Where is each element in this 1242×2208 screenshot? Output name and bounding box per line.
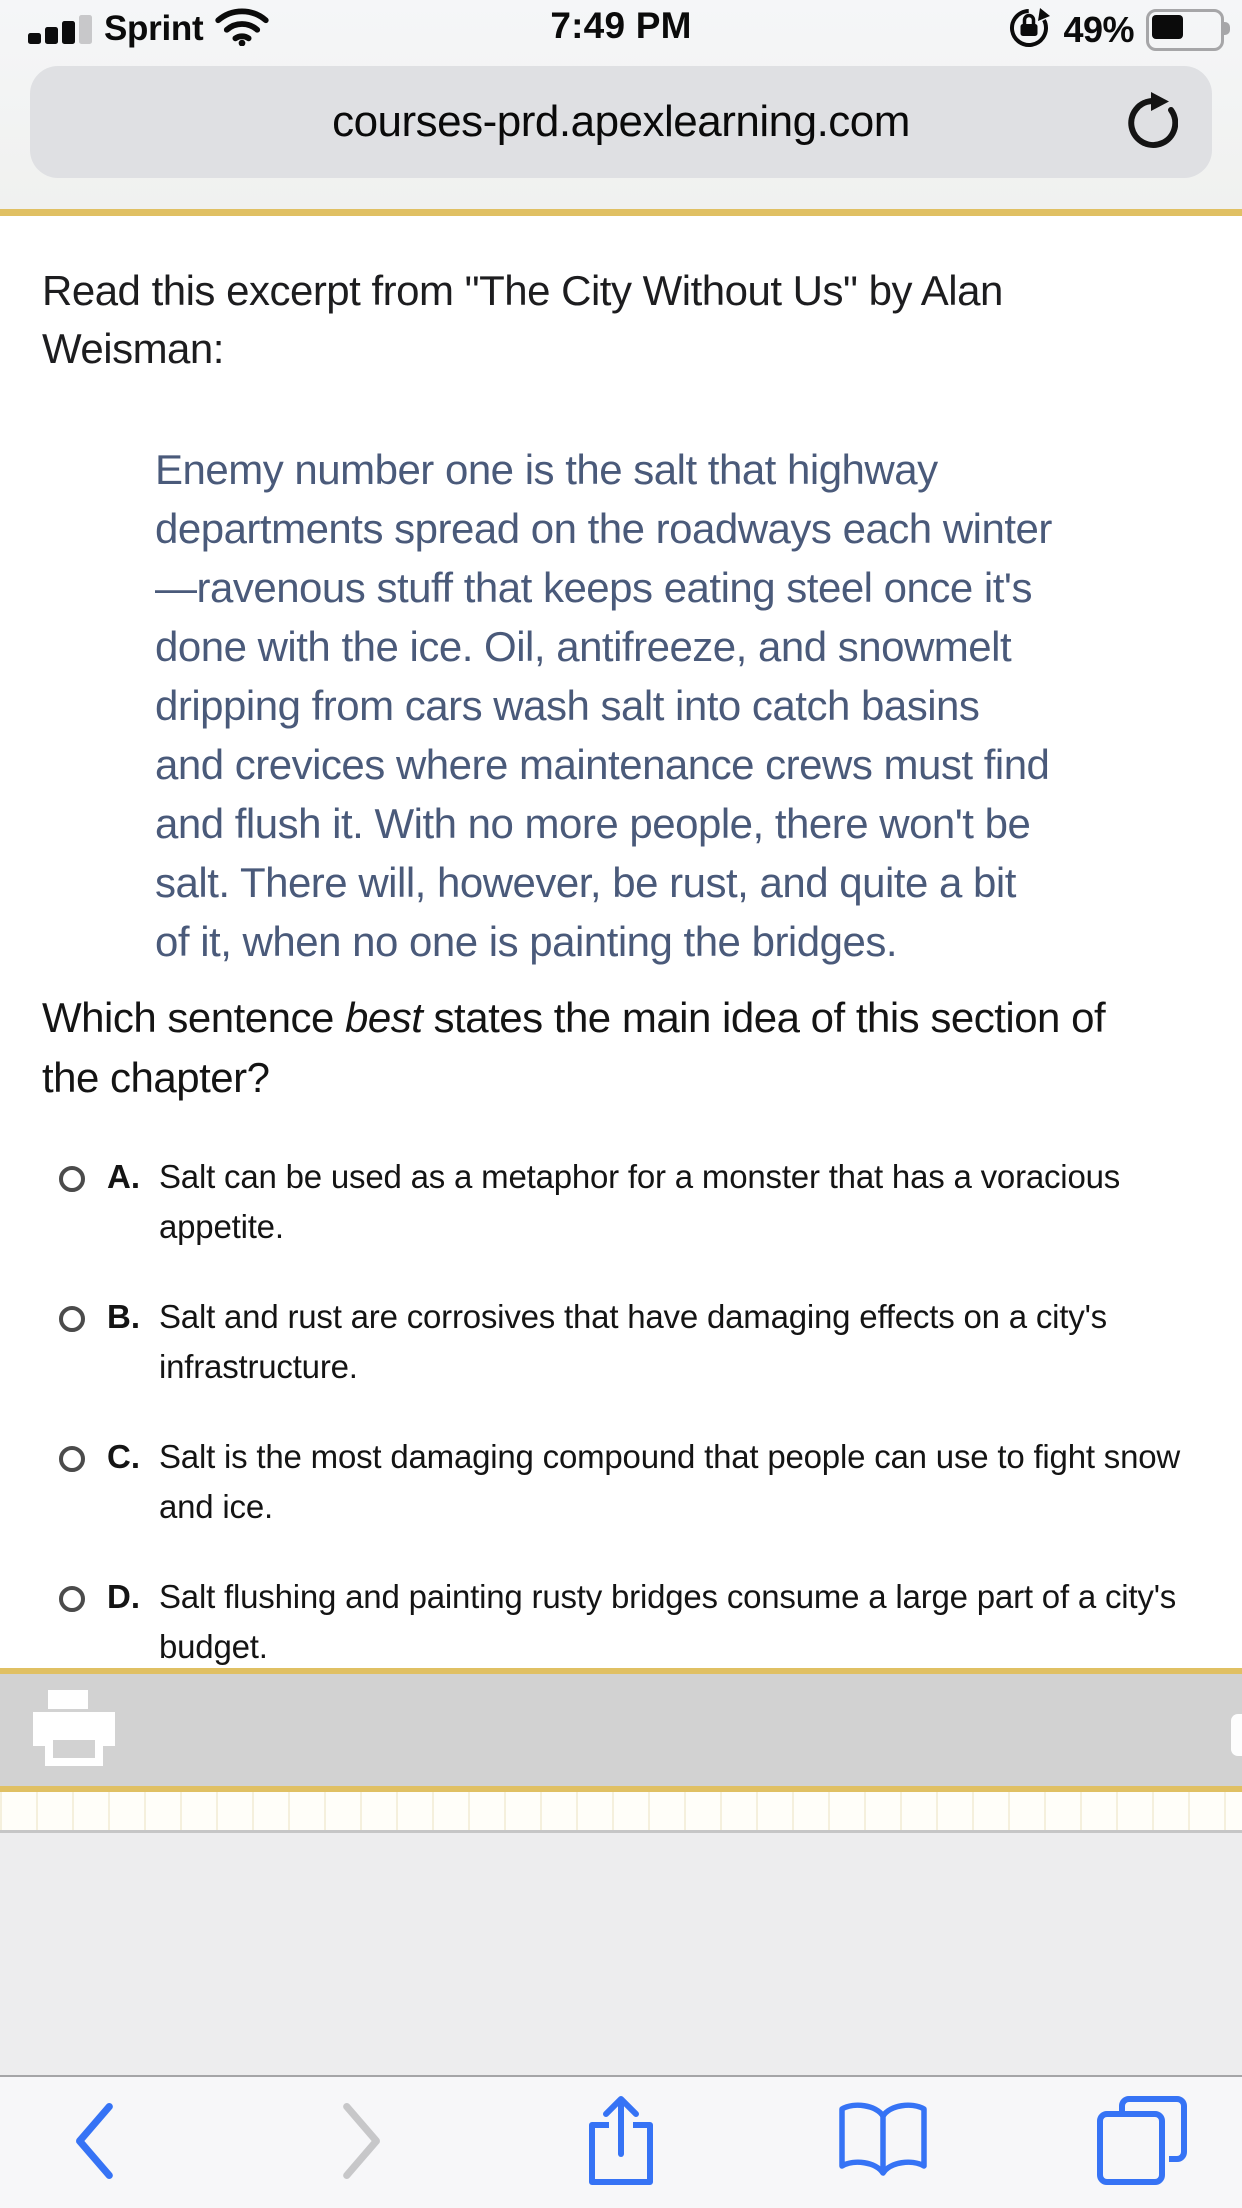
status-bar — [0, 0, 1242, 56]
question-text — [42, 988, 1105, 1108]
carrier-label: Sprint — [104, 8, 204, 48]
question-emphasis: best — [345, 994, 423, 1041]
tabs-icon — [1096, 2096, 1188, 2189]
rotation-lock-icon — [1007, 5, 1051, 54]
radio-button-a[interactable] — [59, 1166, 85, 1192]
print-button[interactable] — [33, 1690, 115, 1768]
excerpt-line: done with the ice. Oil, antifreeze, and snowmelt — [155, 623, 1012, 670]
safari-toolbar — [0, 2075, 1242, 2208]
option-text-b: Salt and rust are corrosives that have damaging effects on a city's infrastructure. — [159, 1298, 1107, 1385]
excerpt-text — [155, 440, 1052, 971]
option-letter-d: D. — [107, 1578, 140, 1615]
forward-button[interactable] — [318, 2077, 408, 2208]
answer-option-b[interactable] — [59, 1292, 1107, 1392]
radio-button-c[interactable] — [59, 1446, 85, 1472]
answer-option-d[interactable] — [59, 1572, 1176, 1672]
bookmarks-button[interactable] — [830, 2077, 936, 2208]
instruction-text — [42, 262, 1003, 378]
excerpt-line: and flush it. With no more people, there won't be — [155, 800, 1031, 847]
option-letter-b: B. — [107, 1298, 140, 1335]
share-button[interactable] — [575, 2077, 667, 2208]
excerpt-line: and crevices where maintenance crews must find — [155, 741, 1050, 788]
share-icon — [585, 2094, 657, 2191]
excerpt-line: Enemy number one is the salt that highway — [155, 446, 938, 493]
option-text-d: Salt flushing and painting rusty bridges consume a large part of a city's budget. — [159, 1578, 1177, 1665]
answer-option-a[interactable] — [59, 1152, 1120, 1252]
answer-option-c[interactable] — [59, 1432, 1180, 1532]
excerpt-line: salt. There will, however, be rust, and quite a bit — [155, 859, 1016, 906]
safari-top-chrome — [0, 0, 1242, 209]
back-button[interactable] — [48, 2077, 138, 2208]
clock-label: 7:49 PM — [550, 5, 692, 46]
tabs-button[interactable] — [1092, 2077, 1192, 2208]
print-toolbar — [0, 1668, 1242, 1792]
url-text: courses-prd.apexlearning.com — [332, 97, 910, 146]
option-text-a: Salt can be used as a metaphor for a monster that has a voracious appetite. — [159, 1158, 1121, 1245]
question-line: the chapter? — [42, 1054, 270, 1101]
excerpt-line: departments spread on the roadways each winter — [155, 505, 1052, 552]
viewport-background — [0, 1833, 1242, 2075]
battery-icon — [1146, 9, 1224, 51]
printer-icon — [33, 1756, 115, 1771]
instruction-line: Read this excerpt from "The City Without Us" by Alan — [42, 267, 1003, 314]
radio-button-d[interactable] — [59, 1586, 85, 1612]
excerpt-line: —ravenous stuff that keeps eating steel once it's — [155, 564, 1032, 611]
page-bottom-strip — [0, 1792, 1242, 1830]
quiz-content — [0, 216, 1242, 1668]
option-letter-c: C. — [107, 1438, 140, 1475]
back-icon — [71, 2099, 115, 2186]
scroll-indicator — [1231, 1714, 1242, 1756]
reload-icon[interactable] — [1122, 92, 1178, 157]
question-line: Which sentence best states the main idea of this section of — [42, 994, 1106, 1041]
content-frame-top-border — [0, 209, 1242, 216]
forward-icon — [341, 2099, 385, 2186]
battery-percent-label: 49% — [1063, 8, 1134, 50]
excerpt-line: of it, when no one is painting the bridges. — [155, 918, 898, 965]
radio-button-b[interactable] — [59, 1306, 85, 1332]
address-bar[interactable] — [30, 66, 1212, 178]
option-letter-a: A. — [107, 1158, 140, 1195]
bookmarks-icon — [835, 2100, 931, 2185]
excerpt-line: dripping from cars wash salt into catch basins — [155, 682, 980, 729]
status-bar-right — [1007, 5, 1224, 54]
option-text-c: Salt is the most damaging compound that people can use to fight snow and ice. — [159, 1438, 1181, 1525]
instruction-line: Weisman: — [42, 325, 224, 372]
